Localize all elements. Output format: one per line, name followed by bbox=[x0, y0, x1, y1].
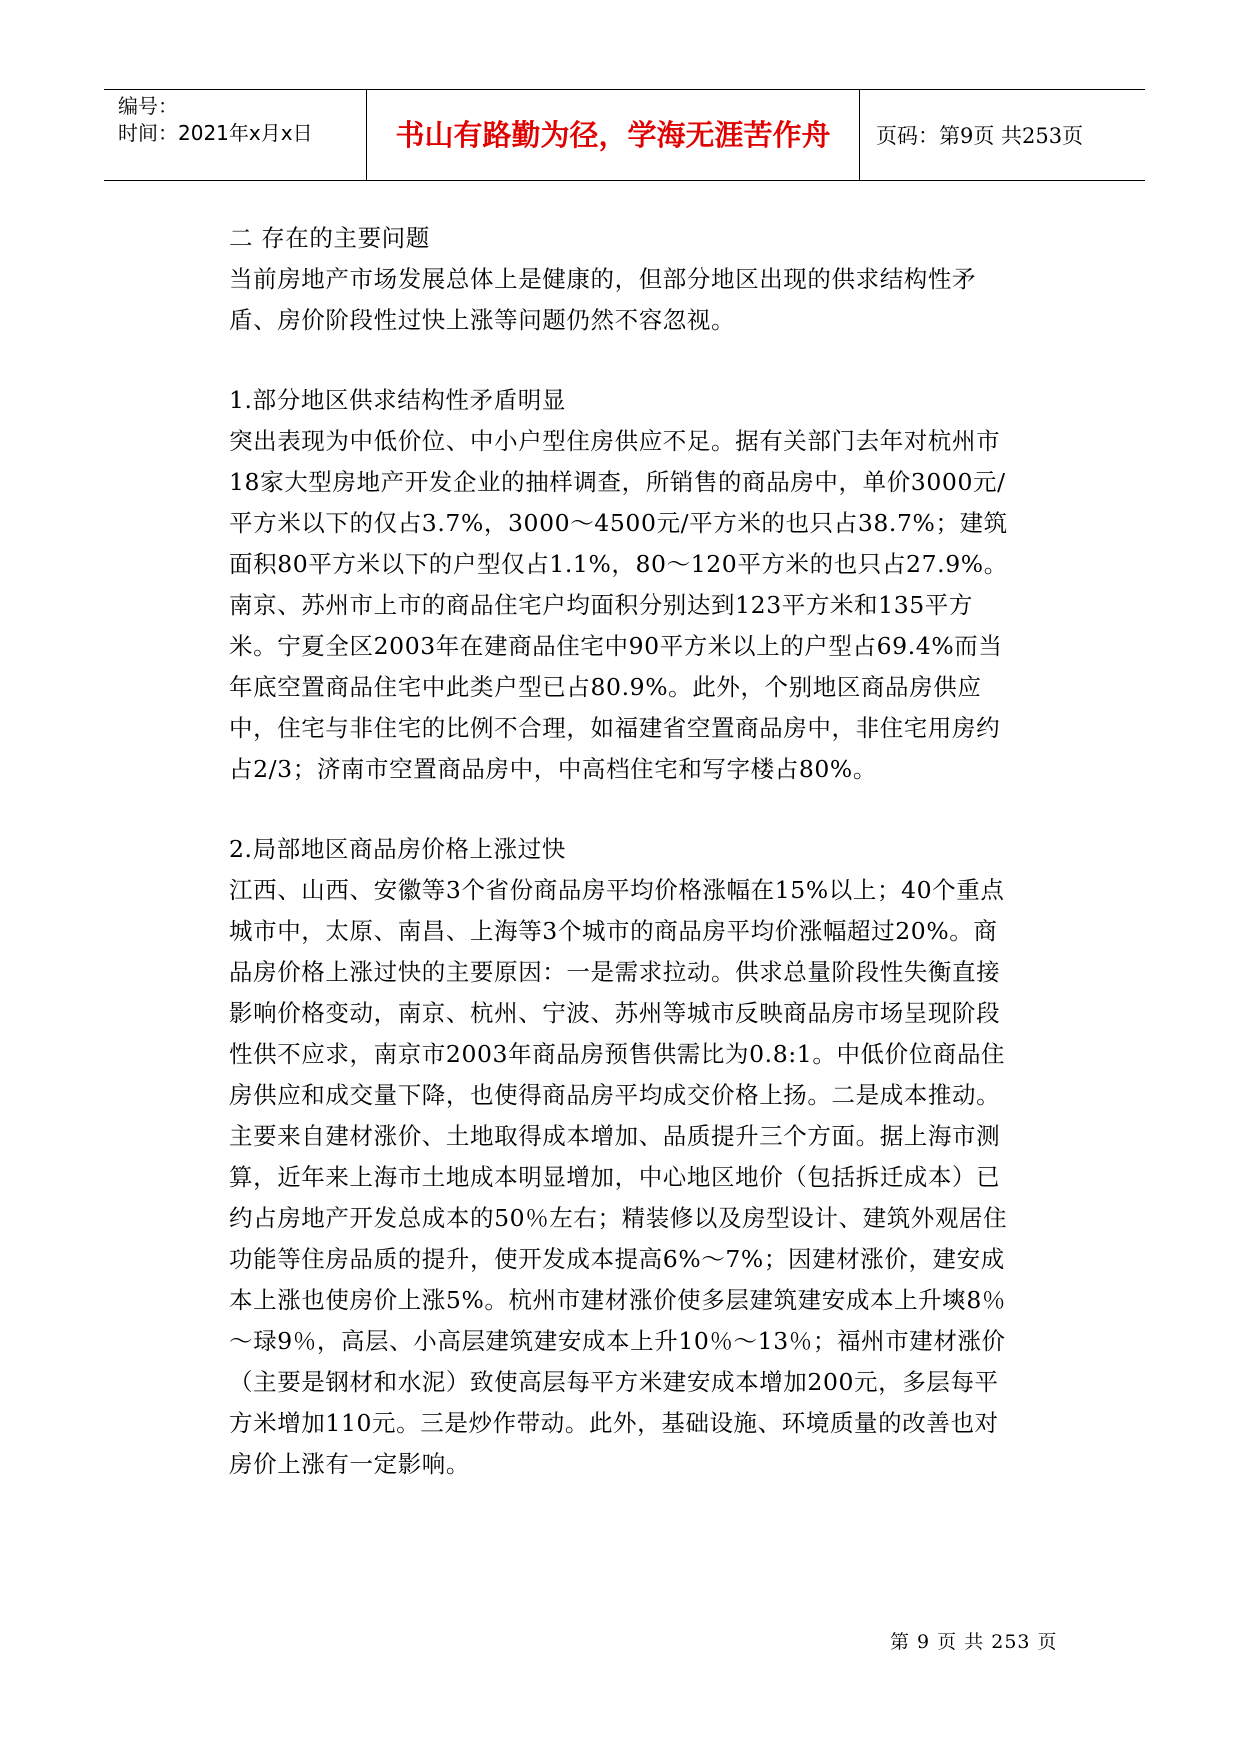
paragraph-spacer bbox=[229, 790, 1019, 829]
section-title: 二 存在的主要问题 bbox=[229, 224, 430, 252]
header-info-cell bbox=[104, 90, 367, 180]
header-motto-cell bbox=[367, 90, 860, 180]
document-body bbox=[229, 218, 1019, 1485]
subsection-2-paragraph: 江西、山西、安徽等3个省份商品房平均价格涨幅在15%以上；40个重点城市中，太原、南昌、上海等3个城市的商品房平均价涨幅超过20%。商品房价格上涨过快的主要原因：一是需求拉动。供求总量阶段性失衡直接影响价格变动，南京、杭州、宁波、苏州等城市反映商品房市场呈现阶段性供不应求，南京市2003年商品房预售供需比为0.8:1。中低价位商品住房供应和成交量下降，也使得商品房平均成交价格上扬。二是成本推动。主要来自建材涨价、土地取得成本增加、品质提升三个方面。据上海市测算，近年来上海市土地成本明显增加，中心地区地价（包括拆迁成本）已约占房地产开发总成本的50％左右；精装修以及房型设计、建筑外观居住功能等住房品质的提升，使开发成本提高6%～7%；因建材涨价，建安成本上涨也使房价上涨5%。杭州市建材涨价使多层建筑建安成本上升塽8％～琭9％，高层、小高层建筑建安成本上升10％～13％；福州市建材涨价（主要是钢材和水泥）致使高层每平方米建安成本增加200元，多层每平方米增加110元。三是炒作带动。此外，基础设施、环境质量的改善也对房价上涨有一定影响。 bbox=[229, 876, 1008, 1478]
subsection-2-title: 2.局部地区商品房价格上涨过快 bbox=[229, 835, 566, 863]
header-page-cell bbox=[860, 90, 1145, 180]
page-footer: 第 9 页 共 253 页 bbox=[890, 1631, 1058, 1653]
document-number-label: 编号： bbox=[118, 94, 178, 118]
header-motto: 书山有路勤为径，学海无涯苦作舟 bbox=[395, 118, 831, 152]
document-header bbox=[104, 89, 1145, 181]
paragraph-spacer bbox=[229, 341, 1019, 380]
document-time-label: 时间：2021年x月x日 bbox=[118, 121, 313, 145]
header-page-code: 页码：第9页 共253页 bbox=[876, 124, 1084, 148]
intro-paragraph: 当前房地产市场发展总体上是健康的，但部分地区出现的供求结构性矛盾、房价阶段性过快上涨等问题仍然不容忽视。 bbox=[229, 265, 977, 334]
subsection-1-paragraph: 突出表现为中低价位、中小户型住房供应不足。据有关部门去年对杭州市18家大型房地产开发企业的抽样调查，所销售的商品房中，单价3000元/平方米以下的仅占3.7%，3000～4500元/平方米的也只占38.7%；建筑面积80平方米以下的户型仅占1.1%，80～120平方米的也只占27.9%。南京、苏州市上市的商品住宅户均面积分别达到123平方米和135平方米。宁夏全区2003年在建商品住宅中90平方米以上的户型占69.4%而当年底空置商品住宅中此类户型已占80.9%。此外，个别地区商品房供应中，住宅与非住宅的比例不合理，如福建省空置商品房中，非住宅用房约占2/3；济南市空置商品房中，中高档住宅和写字楼占80%。 bbox=[229, 427, 1008, 783]
subsection-1-title: 1.部分地区供求结构性矛盾明显 bbox=[229, 386, 566, 414]
